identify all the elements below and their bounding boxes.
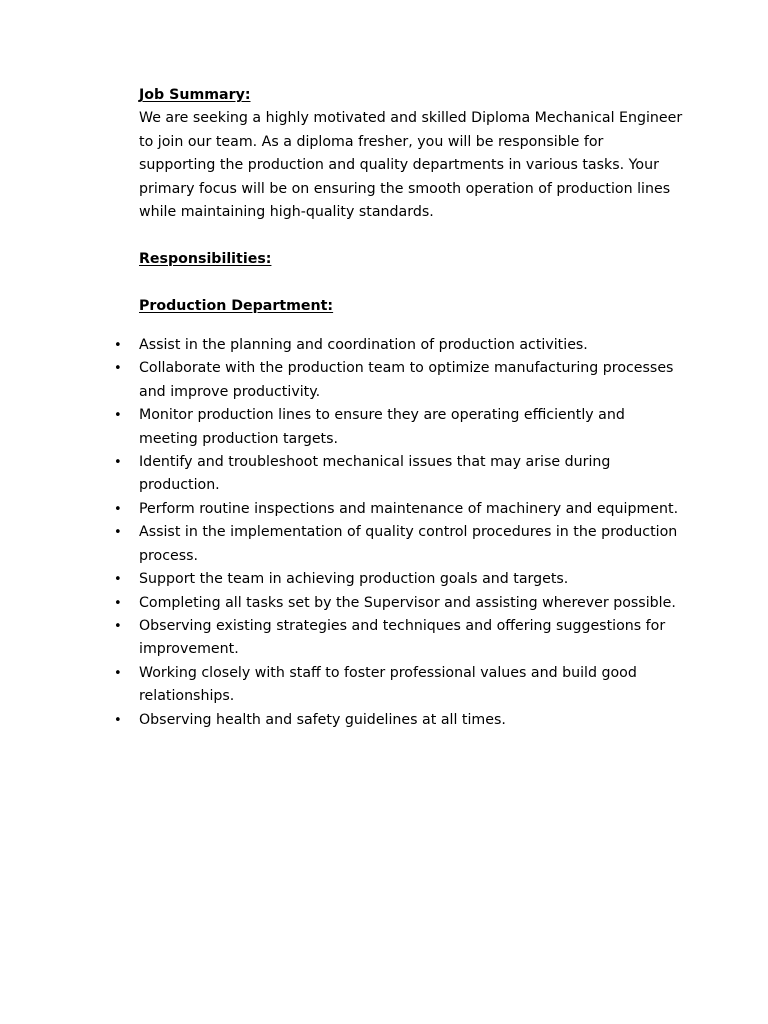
bullet-icon: • <box>114 408 122 424</box>
list-item-text: Collaborate with the production team to optimize manufacturing processes and improve productivity. <box>139 360 674 400</box>
bullet-icon: • <box>114 712 122 728</box>
list-item <box>114 662 684 709</box>
production-responsibilities-list <box>114 334 684 732</box>
list-item <box>114 521 684 568</box>
bullet-icon: • <box>114 455 122 471</box>
list-item-text: Completing all tasks set by the Supervisor and assisting wherever possible. <box>139 594 676 611</box>
production-department-heading: Production Department: <box>139 297 334 314</box>
list-item <box>114 592 684 615</box>
list-item <box>114 334 684 357</box>
list-item <box>114 404 684 451</box>
list-item-text: Monitor production lines to ensure they are operating efficiently and meeting production targets. <box>139 407 625 447</box>
bullet-icon: • <box>114 361 122 377</box>
list-item-text: Assist in the implementation of quality control procedures in the production process. <box>139 524 678 564</box>
bullet-icon: • <box>114 501 122 517</box>
list-item-text: Support the team in achieving production goals and targets. <box>139 571 569 588</box>
bullet-icon: • <box>114 595 122 611</box>
list-item-text: Assist in the planning and coordination of production activities. <box>139 337 588 354</box>
list-item-text: Observing health and safety guidelines at all times. <box>139 711 506 728</box>
list-item <box>114 357 684 404</box>
document-page <box>114 84 684 732</box>
bullet-icon: • <box>114 525 122 541</box>
list-item <box>114 451 684 498</box>
list-item <box>114 615 684 662</box>
bullet-icon: • <box>114 572 122 588</box>
list-item-text: Perform routine inspections and maintenance of machinery and equipment. <box>139 500 679 517</box>
bullet-icon: • <box>114 618 122 634</box>
job-summary-text: We are seeking a highly motivated and skilled Diploma Mechanical Engineer to join our team. As a diploma fresher, you will be responsible for supporting the production and quality departments in various tasks. Your primary focus will be on ensuring the smooth operation of production lines while maintaining high-quality standards. <box>139 110 683 221</box>
spacer <box>139 271 684 294</box>
list-item <box>114 498 684 521</box>
list-item-text: Identify and troubleshoot mechanical issues that may arise during production. <box>139 454 611 494</box>
job-summary-heading: Job Summary: <box>139 87 251 103</box>
bullet-icon: • <box>114 338 122 354</box>
bullet-icon: • <box>114 665 122 681</box>
list-item-text: Working closely with staff to foster professional values and build good relationships. <box>139 664 637 705</box>
spacer <box>139 224 684 247</box>
list-item <box>114 709 684 732</box>
responsibilities-heading: Responsibilities: <box>139 250 272 267</box>
list-item-text: Observing existing strategies and techniques and offering suggestions for improvement. <box>139 617 666 658</box>
list-item <box>114 568 684 591</box>
